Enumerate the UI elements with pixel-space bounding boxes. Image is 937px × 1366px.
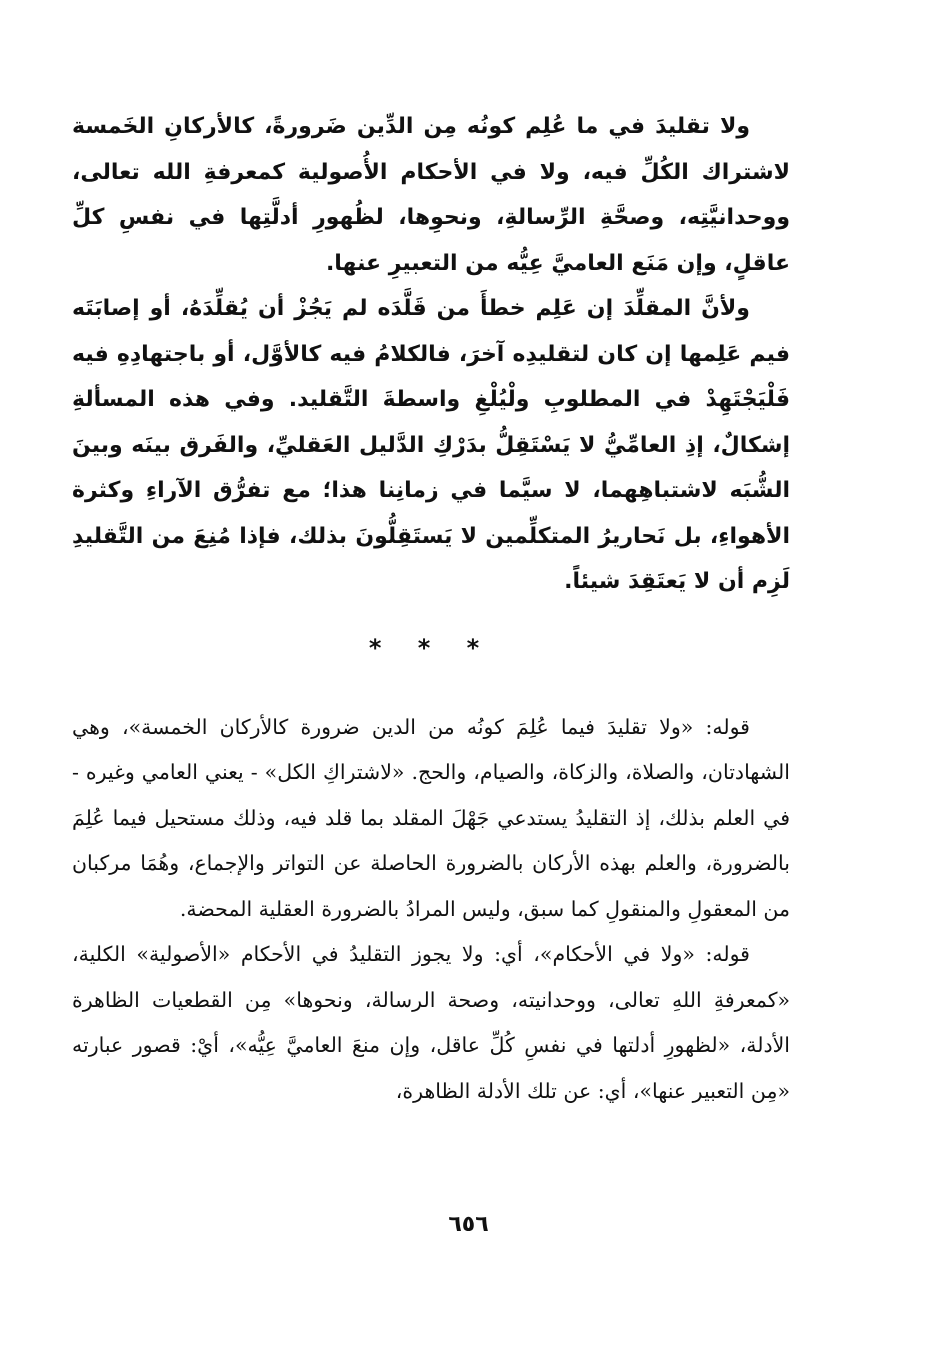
commentary-paragraph-1: قوله: «ولا تقليدَ فيما عُلِمَ كونُه من الدين ضرورة كالأركان الخمسة»، وهي الشهادتان، والصلاة، والزكاة، والصيام، والحج. «لاشتراكِ الكل» - يعني العامي وغيره - في العلم بذلك، إذ التقليدُ يستدعي جَهْلَ المقلد بما قلد فيه، وذلك مستحيل فيما عُلِمَ بالضرورة، والعلم بهذه الأركان بالضرورة الحاصلة عن التواتر والإجماع، وهُمَا مركبان من المعقولِ والمنقولِ كما سبق، وليس المرادُ بالضرورة العقلية المحضة. <box>72 714 790 921</box>
section-separator: * * * <box>368 633 494 662</box>
commentary-text <box>72 705 790 1115</box>
page-content <box>72 104 790 1114</box>
main-paragraph-1: ولا تقليدَ في ما عُلِم كونُه مِن الدِّين ضَرورةً، كالأركانِ الخَمسة لاشتراك الكُلِّ فيه، ولا في الأحكام الأُصولية كمعرفةِ الله تعالى، ووحدانيَّتِه، وصحَّةِ الرِّسالةِ، ونحوِها، لظُهورِ أدلَّتِها في نفسِ كلِّ عاقلٍ، وإن مَنَع العاميَّ عِيُّه من التعبيرِ عنها. <box>72 114 790 276</box>
commentary-paragraph-2: قوله: «ولا في الأحكام»، أي: ولا يجوز التقليدُ في الأحكام «الأصولية» الكلية، «كمعرفةِ اللهِ تعالى، ووحدانيته، وصحة الرسالة، ونحوها» مِن القطعيات الظاهرة الأدلة، «لظهورِ أدلتها في نفسِ كُلِّ عاقل، وإن منعَ العاميَّ عِيُّه»، أيْ: قصور عبارته «مِن التعبير عنها»، أي: عن تلك الأدلة الظاهرة، <box>72 942 790 1103</box>
page-number: ٦٥٦ <box>448 1212 489 1237</box>
main-text <box>72 104 790 605</box>
main-paragraph-2: ولأنَّ المقلِّدَ إن عَلِم خطأَ من قَلَّدَه لم يَجُزْ أن يُقلِّدَهُ، أو إصابَتَه فيم عَلِمها إن كان لتقليدِه آخرَ، فالكلامُ فيه كالأوَّل، أو باجتهادِهِ فيه فَلْيَجْتَهِدْ في المطلوبِ ولْيُلْغِ واسطةَ التَّقليد. وفي هذه المسألةِ إشكالٌ، إذِ العامِّيُّ لا يَسْتَقِلُّ بدَرْكِ الدَّليل العَقليِّ، والفَرق بينَه وبينَ الشُّبَه لاشتباهِهما، لا سيَّما في زمانِنا هذا؛ مع تفرُّق الآراءِ وكثرة الأهواءِ، بل نَحاريرُ المتكلِّمين لا يَستَقِلُّونَ بذلك، فإذا مُنِعَ من التَّقليدِ لَزِم أن لا يَعتَقِدَ شيئاً. <box>72 296 790 594</box>
